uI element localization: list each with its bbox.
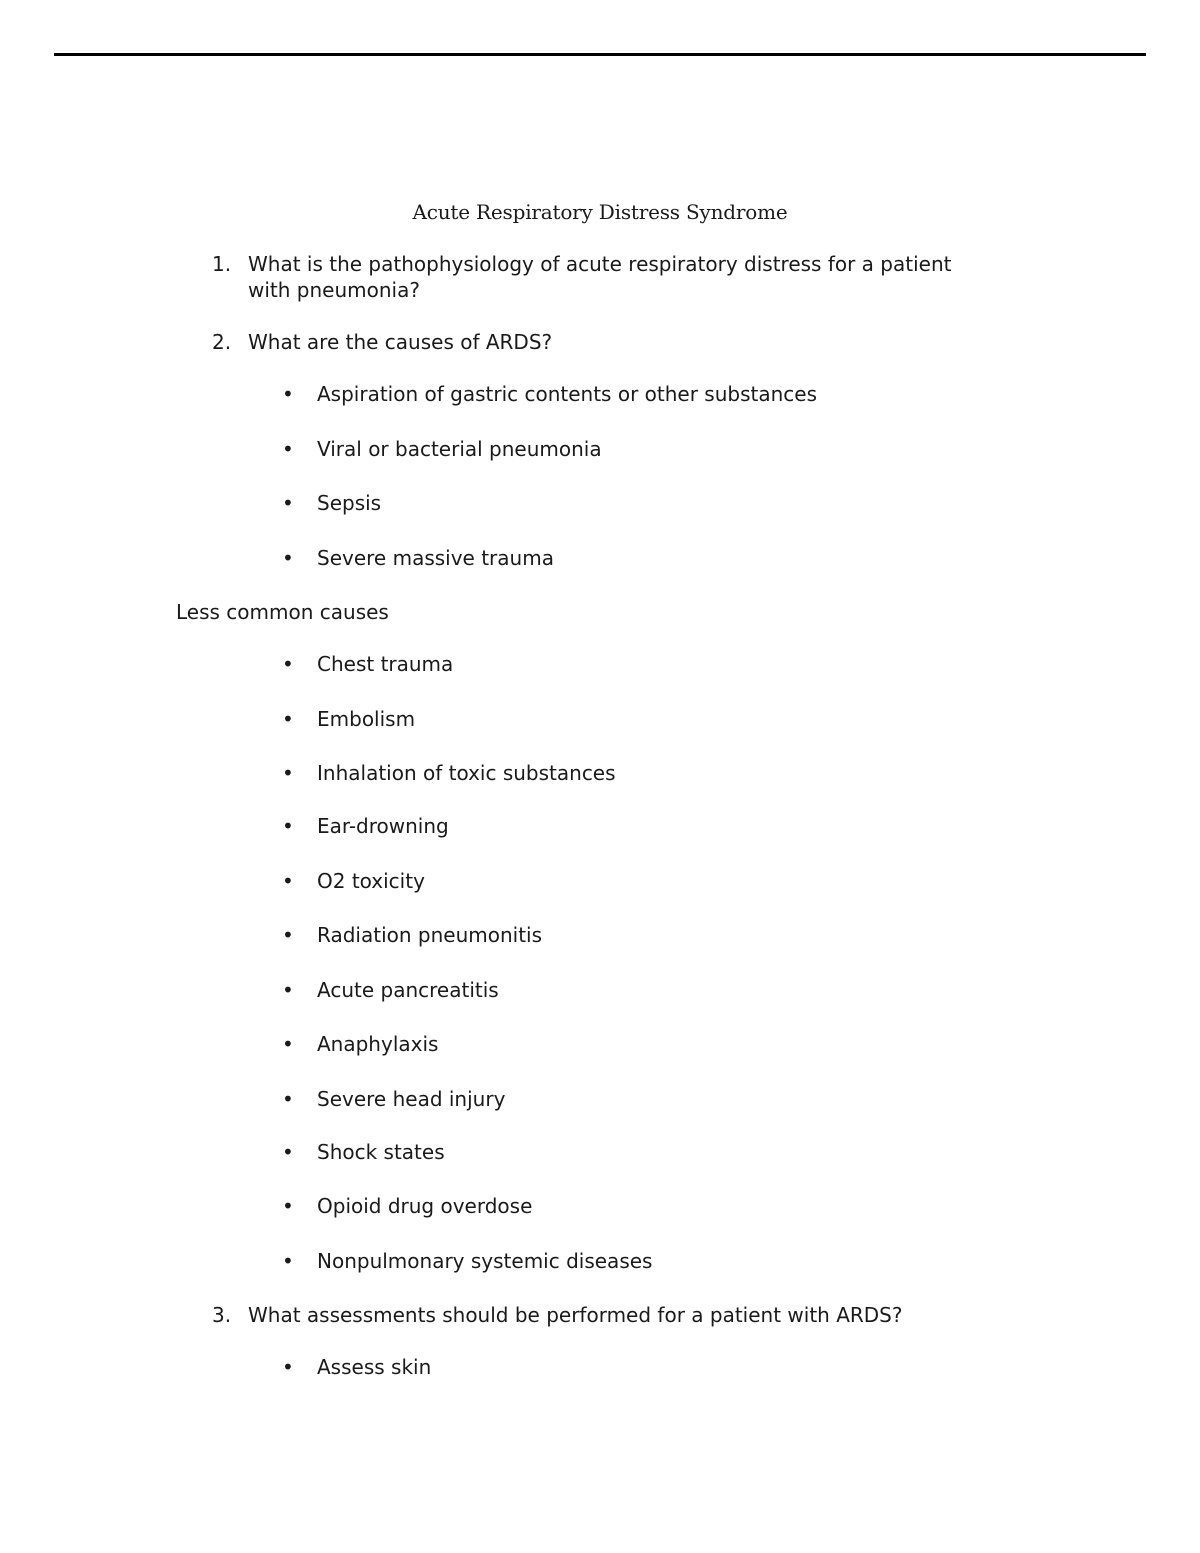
list-item-text: Ear-drowning	[317, 814, 449, 838]
bullet-icon: •	[282, 1194, 294, 1218]
section-heading-text: Less common causes	[176, 600, 389, 624]
bullet-icon: •	[282, 491, 294, 515]
bullet-icon: •	[282, 1140, 294, 1164]
bullet-icon: •	[282, 546, 294, 570]
list-item-text: Radiation pneumonitis	[317, 923, 543, 947]
list-item-text: Severe massive trauma	[317, 546, 554, 570]
bullet-icon: •	[282, 1355, 294, 1379]
list-item-text: Embolism	[317, 707, 416, 731]
list-item-text: Nonpulmonary systemic diseases	[317, 1249, 653, 1273]
list-item-text: Aspiration of gastric contents or other substances	[317, 382, 817, 406]
question-text-line-1: What is the pathophysiology of acute respiratory distress for a patient	[248, 252, 952, 276]
question-text: What assessments should be performed for a patient with ARDS?	[248, 1303, 903, 1327]
bullet-icon: •	[282, 814, 294, 838]
bullet-icon: •	[282, 707, 294, 731]
question-number: 2.	[212, 330, 232, 354]
bullet-icon: •	[282, 978, 294, 1002]
list-item-text: Shock states	[317, 1140, 445, 1164]
list-item-text: Sepsis	[317, 491, 382, 515]
bullet-icon: •	[282, 382, 294, 406]
bullet-icon: •	[282, 923, 294, 947]
bullet-icon: •	[282, 437, 294, 461]
list-item-text: Viral or bacterial pneumonia	[317, 437, 602, 461]
list-item-text: Opioid drug overdose	[317, 1194, 533, 1218]
list-item-text: Assess skin	[317, 1355, 432, 1379]
list-item-text: Severe head injury	[317, 1087, 506, 1111]
bullet-icon: •	[282, 652, 294, 676]
header-rule	[54, 53, 1146, 56]
list-item-text: Inhalation of toxic substances	[317, 761, 616, 785]
list-item-text: O2 toxicity	[317, 869, 425, 893]
bullet-icon: •	[282, 1032, 294, 1056]
list-item-text: Acute pancreatitis	[317, 978, 499, 1002]
question-text-line-2: with pneumonia?	[248, 278, 420, 302]
question-number: 1.	[212, 252, 232, 276]
bullet-icon: •	[282, 761, 294, 785]
question-number: 3.	[212, 1303, 232, 1327]
list-item-text: Anaphylaxis	[317, 1032, 439, 1056]
document-title: Acute Respiratory Distress Syndrome	[412, 200, 788, 224]
bullet-icon: •	[282, 1087, 294, 1111]
bullet-icon: •	[282, 1249, 294, 1273]
list-item-text: Chest trauma	[317, 652, 454, 676]
bullet-icon: •	[282, 869, 294, 893]
question-text: What are the causes of ARDS?	[248, 330, 553, 354]
